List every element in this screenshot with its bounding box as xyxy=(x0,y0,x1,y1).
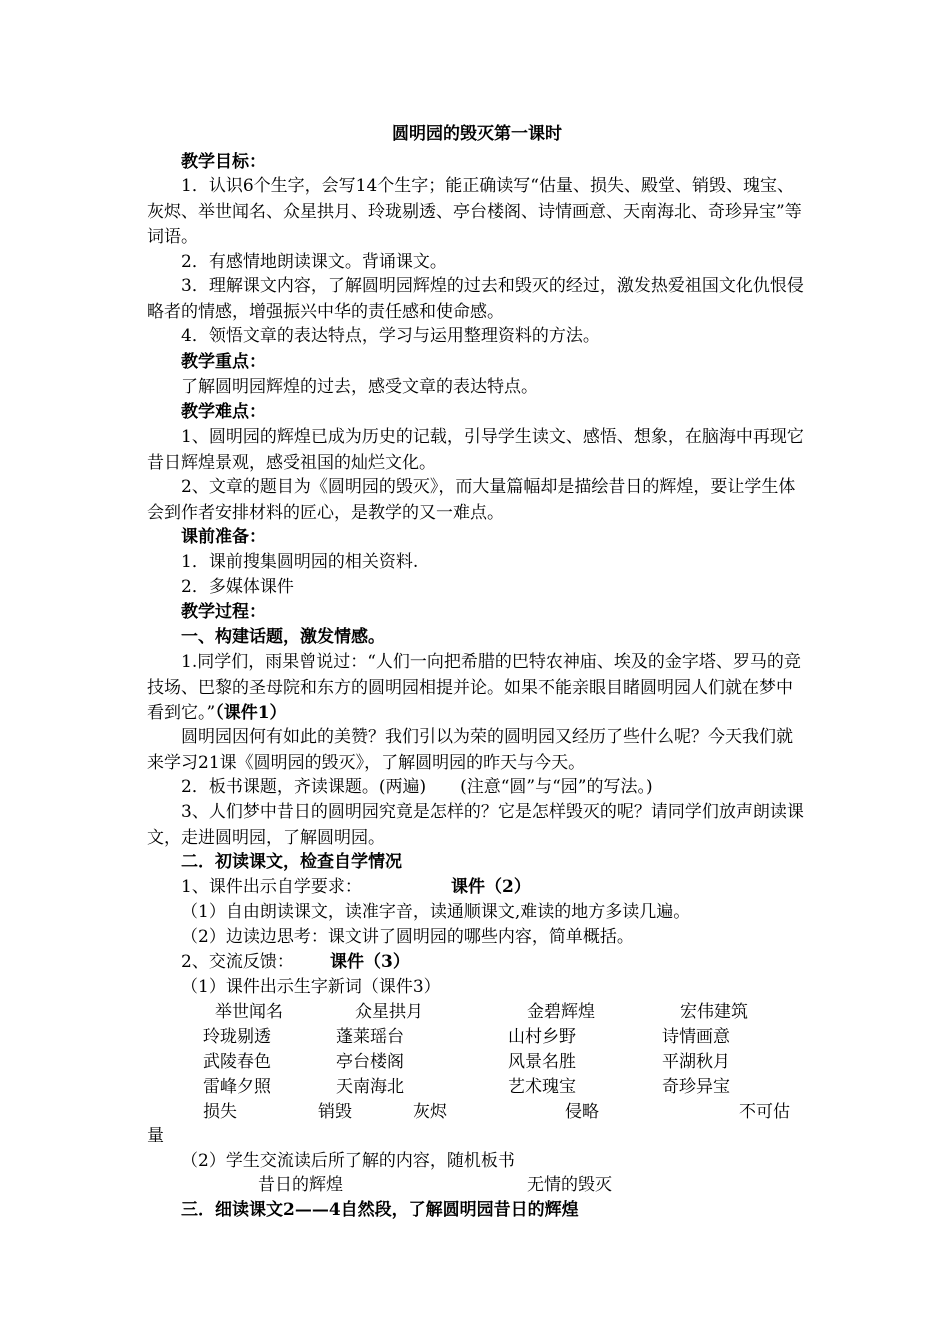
word-r1-c2: 众星拱月 xyxy=(355,1002,423,1022)
word-r3-c1: 武陵春色 xyxy=(203,1052,271,1072)
word-r3-c2: 亭台楼阁 xyxy=(336,1052,404,1072)
word-r2-c4: 诗情画意 xyxy=(662,1027,730,1047)
preparation-item-1: 1．课前搜集圆明园的相关资料. xyxy=(181,552,419,572)
single-word-3: 灰烬 xyxy=(413,1102,447,1122)
section1-paragraph-1: 1.同学们，雨果曾说过：“人们一向把希腊的巴特农神庙、埃及的金字塔、罗马的竞技场、巴黎的圣母院和东方的圆明园相提并论。如果不能亲眼目睹圆明园人们就在梦中看到它。”（课件1） xyxy=(147,652,801,723)
section1-paragraph-2: 圆明园因何有如此的美赞？我们引以为荣的圆明园又经历了些什么呢？今天我们就来学习21课《圆明园的毁灭》，了解圆明园的昨天与今天。 xyxy=(147,727,793,773)
new-words-label: （1）课件出示生字新词（课件3） xyxy=(181,977,441,997)
feedback-courseware-ref: 课件（3） xyxy=(330,952,410,972)
preparation-heading: 课前准备： xyxy=(181,527,266,547)
single-word-2: 销毁 xyxy=(318,1102,352,1122)
section2-heading: 二．初读课文，检查自学情况 xyxy=(181,852,402,872)
word-r4-c3: 艺术瑰宝 xyxy=(508,1077,576,1097)
goals-heading: 教学目标： xyxy=(181,152,266,172)
word-r4-c1: 雷峰夕照 xyxy=(203,1077,271,1097)
section1-paragraph-4: 3、人们梦中昔日的圆明园究竟是怎样的？它是怎样毁灭的呢？请同学们放声朗读课文，走进圆明园，了解圆明园。 xyxy=(147,802,804,848)
process-heading: 教学过程： xyxy=(181,602,266,622)
self-study-requirement-2: （2）边读边思考：课文讲了圆明园的哪些内容，简单概括。 xyxy=(181,927,634,947)
goal-item-4: 4．领悟文章的表达特点，学习与运用整理资料的方法。 xyxy=(181,326,600,346)
word-r2-c2: 蓬莱瑶台 xyxy=(336,1027,404,1047)
document-title: 圆明园的毁灭第一课时 xyxy=(392,124,562,144)
single-word-5-wrap: 量 xyxy=(147,1126,164,1146)
self-study-courseware-ref: 课件（2） xyxy=(451,877,531,897)
word-r4-c2: 天南海北 xyxy=(336,1077,404,1097)
word-r1-c4: 宏伟建筑 xyxy=(680,1002,748,1022)
word-r1-c1: 举世闻名 xyxy=(215,1002,283,1022)
goal-item-3: 3．理解课文内容，了解圆明园辉煌的过去和毁灭的经过，激发热爱祖国文化仇恨侵略者的情感，增强振兴中华的责任感和使命感。 xyxy=(147,276,804,322)
feedback-label: 2、交流反馈： xyxy=(181,952,294,972)
difficulty-item-2: 2、文章的题目为《圆明园的毁灭》，而大量篇幅却是描绘昔日的辉煌，要让学生体会到作者安排材料的匠心，是教学的又一难点。 xyxy=(147,477,796,523)
difficulties-heading: 教学难点： xyxy=(181,402,266,422)
goal-item-2: 2．有感情地朗读课文。背诵课文。 xyxy=(181,252,447,272)
word-r2-c3: 山村乡野 xyxy=(508,1027,576,1047)
exchange-text: （2）学生交流读后所了解的内容，随机板书 xyxy=(181,1151,515,1171)
word-r4-c4: 奇珍异宝 xyxy=(662,1077,730,1097)
section3-heading: 三．细读课文2——4自然段，了解圆明园昔日的辉煌 xyxy=(181,1200,579,1220)
single-word-1: 损失 xyxy=(203,1102,237,1122)
single-word-5: 不可估 xyxy=(739,1102,790,1122)
word-r3-c3: 风景名胜 xyxy=(508,1052,576,1072)
section1-paragraph-3-note: (注意“圆”与“园”的写法。) xyxy=(460,777,653,797)
self-study-requirement-label: 1、课件出示自学要求： xyxy=(181,877,362,897)
goal-item-1: 1．认识6个生字，会写14个生字；能正确读写“估量、损失、殿堂、销毁、瑰宝、灰烬、举世闻名、众星拱月、玲珑剔透、亭台楼阁、诗情画意、天南海北、奇珍异宝”等词语。 xyxy=(147,176,802,247)
difficulty-item-1: 1、圆明园的辉煌已成为历史的记载，引导学生读文、感悟、想象，在脑海中再现它昔日辉煌景观，感受祖国的灿烂文化。 xyxy=(147,427,804,473)
section1-paragraph-3: 2．板书课题，齐读课题。(两遍) (注意“圆”与“园”的写法。) xyxy=(181,777,653,797)
key-points-text: 了解圆明园辉煌的过去，感受文章的表达特点。 xyxy=(181,377,538,397)
single-word-4: 侵略 xyxy=(565,1102,599,1122)
self-study-requirement-1: （1）自由朗读课文，读准字音，读通顺课文,难读的地方多读几遍。 xyxy=(181,902,691,922)
word-r1-c3: 金碧辉煌 xyxy=(527,1002,595,1022)
board-text-2: 无情的毁灭 xyxy=(527,1175,612,1195)
preparation-item-2: 2．多媒体课件 xyxy=(181,577,294,597)
word-r2-c1: 玲珑剔透 xyxy=(203,1027,271,1047)
word-r3-c4: 平湖秋月 xyxy=(662,1052,730,1072)
courseware-ref-1: （课件1） xyxy=(215,703,287,723)
board-text-1: 昔日的辉煌 xyxy=(258,1175,343,1195)
key-points-heading: 教学重点： xyxy=(181,352,266,372)
section1-heading: 一、构建话题，激发情感。 xyxy=(181,627,385,647)
